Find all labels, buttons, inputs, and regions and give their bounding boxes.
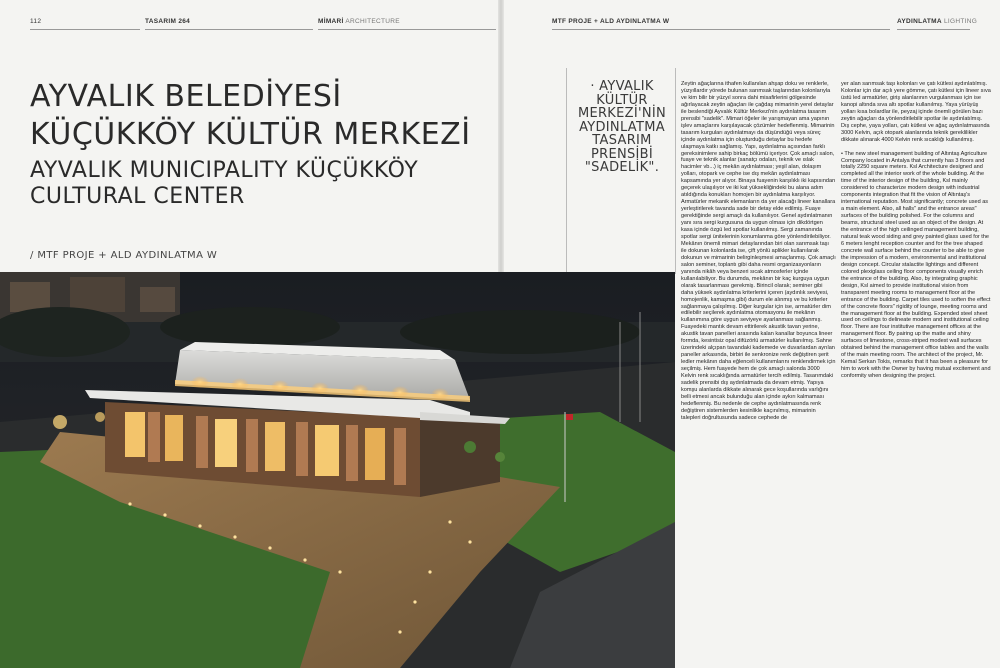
body-text-tr: Zeytin ağaçlarına ithafen kullanılan ahşap doku ve renklerle, yüzyıllardır yörede bulunan sarımsak taşlarından kolonlarıyla ve kim bilir bir yüzyıl sonra dahi misafirlerini gölgesinde ağırlayacak zeytin ağaçları ile çağdaş mimarinin yerel detaylar ile beslendiği Ayvalık Kültür Merkezi'nin aydınlatma tasarım prensibi "sadelik". Mimari öğeler ile yarışmayan ama yapının işlev amaçlarını karşılayacak çözümler hedeflenmiş. Mimarinin tasarım kurguları aydınlatmayı da düşündüğü veya süreç içinde aydınlatma için oluşturduğu detaylar bu hedefe ulaşmaya katkı sağlamış. Yapı, aydınlatma açısından farklı gereksinimlere sahip birkaç bölümü içeriyor. Çok amaçlı salon, fuaye ve teknik alanlar (sanatçı odaları, teknik ve ıslak hacimler vb...) iç mekân aydınlatması; yeşil alan, dolaşım yolları, otopark ve cephe ise dış mekân aydınlatması kapsamında yer alıyor. Binaya fuayenin karşılıklı iki kapısından geçerek ulaşılıyor ve iki kat yüksekliğindeki bu alana adım atıldığında konukları homojen bir aydınlatma karşılıyor. Armatürler mekanik elemanların da yer alacağı lineer kanallara yerleştirilerek tavanda sade bir detay elde edilmiş. Fuaye gerektiğinde sergi amaçlı da kullanılıyor. Genel aydınlatmanın yanı sıra sergi kurgusuna da uygun olması için dikdörtgen kasa içinde özgü led spotlar kullanılmış. Sergi zamanında spotlar sergi ünitelerinin konumlanma göre yönlendirilebiliyor. Mekânın önemli mimari detaylarından biri olan sarımsak taşı ile dokunan kolonlarda ise, çift yönlü aplikler kullanılarak dokunun ve mimarinin belirginleşmesi amaçlanmış. Çok amaçlı salon seminer, toplantı gibi daha resmi organizasyonların yanında nikâh veya benzeri sıcak atmosferler içinde kullanılabiliyor. Bu durumda, mekânın bir kaç kurguya uygun olarak tasarlanması gerekmiş. Birincil olarak; seminer gibi daha yüksek aydınlatma kriterlerini içeren (aydınlık seviyesi, homojenlik, kamaşma gibi) durum ele alınmış ve bu kriterler sağlanmaya çalışılmış. Diğer kurgular için ise, armatürler dim edilebilir seçilerek aydınlatma otomasyonu ile mekânın kullanımına göre uygun seviyeye ayarlanması sağlanmış. Fuayedeki mantık devam ettirilerek akustik tavan yerine, akustik tavan panelleri arasında kalan kanallar boyunca lineer formda, kesintisiz opal difüzörlü armatürler kullanılmış. Sahne üzerindeki alçıpan tavandaki kademede ve duvarlardan ayrılan paneller arkasında, birbiri ile senkronize renk değiştiren şerit ledler mekânın daha eğlenceli kullanımlarını renklendirmek için seçilmiş. Hem fuayede hem de çok amaçlı salonda 3000 Kelvin renk sıcaklığında armatürler tercih edilmiş. Tasarımdaki sadelik prensibi dış aydınlatmada da devam etmiş. Yapıya komşu alanlarda dikkate alınarak gece koşullarında varlığını belli etmesi ancak bulunduğu alan içinde aykırı kalmaması hedeflenmiş. Bu nedenle de cephe aydınlatmasında renk değiştiren sistemlerden kesinlikle kaçınılmış, mimarinin talepleri doğrultusunda sadece cephede de (681, 81, 836, 421)
body-text-en: • The new steel management building of Altıntaş Agriculture Company located in Antalya that currently has 3 floors and totally 2250 square meters. Ksl Architecture designed and completed all the interior work of the whole building. At the time of the interior design of the building, Ksl mainly considered to characterize modern design with industrial components integration that fit the vision of Altıntaş's international reputation. Most significantly; concrete used as a main element. Also, all halls" and the entrance areas" surfaces of the building polished. For the columns and beams, structural steel used as an object of the design. At the entrance of the high ceilinged management building, natural teak wood siding and grey painted glass used for the 6 meters lenght reception counter and for the tree shaped concrete wall surface behind the counter to be able to give the impression of a modern, environmental and institutional design concept. Circular stalactite lightings and different colored plexiglass ceiling floor components visually enrich the entrance of the building. Also, by integrating graphic design, Ksl aimed to provide institutional vision from transparent meeting rooms to management floor at the entrance of the building. Carpet tiles used to soften the effect of the concrete floors" rigidity of lounge, meeting rooms and the management floor at the building. Expended steel sheet used on ceilings to delineate modern and institutional ceiling floor. There are four institutive management offices at the management floor. By pairing up the matte and shiny surfaces of limestone, cross-striped modest wall surfaces obtained behind the management office tables and the walls of the main meeting room. The architect of the project, Mr. Kemal Serkan Tokis, remarks that it has been a pleasure for him to work with the Owner by having mutual excitement and conformity when designing the project. (841, 150, 991, 380)
header-rule (30, 29, 140, 30)
article-title (30, 78, 500, 210)
page-number: 112 (30, 18, 42, 25)
header-rule (145, 29, 313, 30)
title-en-line2: CULTURAL CENTER (30, 184, 245, 209)
header-rule (318, 29, 496, 30)
byline: / MTF PROJE + ALD AYDINLATMA W (30, 250, 218, 261)
title-tr-line1: AYVALIK BELEDİYESİ (30, 79, 342, 114)
right-section-label: AYDINLATMA LIGHTING (897, 18, 978, 25)
section-label: MİMARİ ARCHITECTURE (318, 18, 400, 25)
building-night-photo (0, 272, 675, 668)
cultural-center-illustration (0, 272, 675, 668)
title-en-line1: AYVALIK MUNICIPALITY KÜÇÜKKÖY (30, 158, 419, 183)
body-text-tr-continued: yer alan sarımsak taşı kolonları ve çatı kütlesi aydınlatılmış. Kolonlar için dar açılı yere gömme, çatı kütlesi için lineer sıva üstü led armatürler, giriş alanlarının vurgulanması için ise kanopi altında sıva altı spotlar kullanılmış. Yaya yürüyüş yolları kısa bolardlar ile, peyzaj içinde önemli görülen bazı zeytin ağaçları da yönlendirilebilir spotlar ile aydınlatılmış. Dış cephe, yaya yolları, çatı kütlesi ve ağaç aydınlatmasında 3000 Kelvin, açık otopark alanlarında teknik gereklilikler dikkate alınarak 4000 Kelvin renk sıcaklığı kullanılmış. (841, 81, 991, 143)
title-tr-line2: KÜÇÜKKÖY KÜLTÜR MERKEZİ (30, 117, 471, 152)
project-credit-header: MTF PROJE + ALD AYDINLATMA W (552, 18, 670, 25)
pull-quote: · AYVALIK KÜLTÜR MERKEZİ'NİN AYDINLATMA TASARIM PRENSİBİ "SADELİK". (577, 79, 667, 175)
header-rule (897, 29, 970, 30)
body-column-2 (841, 81, 991, 380)
issue-label: TASARIM 264 (145, 18, 191, 25)
quote-rule-left (566, 68, 567, 274)
body-column-1 (681, 81, 836, 422)
quote-rule-right (675, 68, 676, 274)
header-rule (552, 29, 890, 30)
